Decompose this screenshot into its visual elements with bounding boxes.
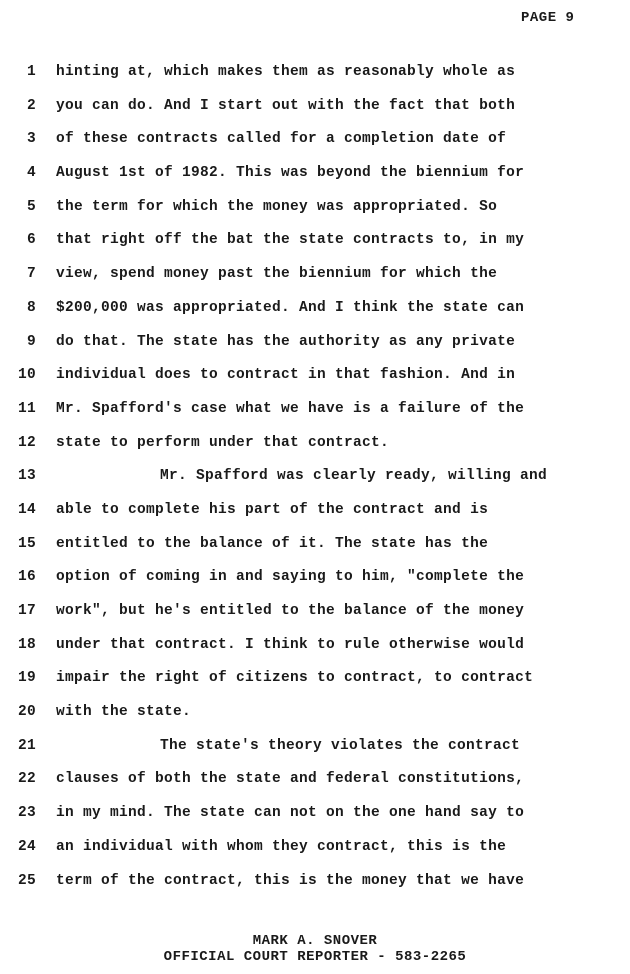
line-text: do that. The state has the authority as any private <box>56 333 516 350</box>
line-number: 5 <box>26 198 36 215</box>
line-text: that right off the bat the state contracts to, in my <box>56 232 525 249</box>
line-number: 4 <box>26 165 36 182</box>
transcript-line <box>0 700 630 734</box>
transcript-line <box>0 228 630 262</box>
page-number: PAGE 9 <box>521 10 575 26</box>
line-number: 2 <box>26 97 36 114</box>
line-text: in my mind. The state can not on the one hand say to <box>56 805 525 822</box>
line-text: of these contracts called for a completion date of <box>56 131 507 148</box>
transcript-line <box>0 801 630 835</box>
line-number: 20 <box>17 704 36 721</box>
line-number: 10 <box>17 367 36 384</box>
transcript-line <box>0 835 630 869</box>
line-number: 7 <box>26 266 36 283</box>
line-number: 16 <box>17 569 36 586</box>
line-text: hinting at, which makes them as reasonably whole as <box>56 64 516 80</box>
line-text: individual does to contract in that fashion. And in <box>56 367 516 384</box>
transcript-line <box>0 734 630 768</box>
line-number: 15 <box>17 535 36 552</box>
line-number: 1 <box>26 64 36 80</box>
line-text: the term for which the money was appropriated. So <box>56 198 498 215</box>
transcript-line <box>0 397 630 431</box>
line-number: 19 <box>17 670 36 687</box>
line-text: term of the contract, this is the money that we have <box>56 872 525 889</box>
line-number: 21 <box>17 737 36 754</box>
transcript-line <box>0 127 630 161</box>
transcript-line <box>0 60 630 94</box>
line-text: $200,000 was appropriated. And I think the state can <box>56 299 525 316</box>
line-number: 23 <box>17 805 36 822</box>
reporter-title: OFFICIAL COURT REPORTER - 583-2265 <box>163 949 467 965</box>
line-text: Mr. Spafford's case what we have is a failure of the <box>56 400 525 417</box>
line-text: you can do. And I start out with the fact that both <box>56 97 516 114</box>
transcript-body <box>0 60 630 902</box>
transcript-line <box>0 599 630 633</box>
transcript-line <box>0 296 630 330</box>
transcript-line <box>0 767 630 801</box>
transcript-line <box>0 431 630 465</box>
line-text: clauses of both the state and federal constitutions, <box>56 771 525 788</box>
transcript-line <box>0 94 630 128</box>
line-number: 11 <box>17 400 36 417</box>
reporter-name: MARK A. SNOVER <box>252 933 378 949</box>
line-number: 12 <box>17 434 36 451</box>
transcript-line <box>0 532 630 566</box>
line-number: 13 <box>17 468 36 485</box>
line-text: August 1st of 1982. This was beyond the biennium for <box>56 165 525 182</box>
transcript-line <box>0 869 630 903</box>
transcript-line <box>0 666 630 700</box>
line-text: work", but he's entitled to the balance of the money <box>56 603 525 619</box>
line-text: able to complete his part of the contract and is <box>56 501 489 518</box>
line-text: option of coming in and saying to him, "complete the <box>56 569 525 586</box>
line-number: 18 <box>17 636 36 653</box>
transcript-line <box>0 565 630 599</box>
line-number: 3 <box>26 131 36 148</box>
line-text: Mr. Spafford was clearly ready, willing and <box>160 468 548 485</box>
transcript-line <box>0 195 630 229</box>
line-number: 25 <box>17 872 36 889</box>
line-text: view, spend money past the biennium for which the <box>56 266 498 283</box>
line-number: 22 <box>17 771 36 788</box>
line-number: 8 <box>26 299 36 316</box>
line-number: 17 <box>17 603 36 619</box>
line-number: 14 <box>17 501 36 518</box>
line-text: an individual with whom they contract, this is the <box>56 838 507 855</box>
line-number: 9 <box>26 333 36 350</box>
line-text: with the state. <box>56 704 192 721</box>
line-text: impair the right of citizens to contract, to contract <box>56 670 534 687</box>
line-text: under that contract. I think to rule otherwise would <box>56 636 525 653</box>
line-text: state to perform under that contract. <box>56 434 390 451</box>
transcript-line <box>0 330 630 364</box>
line-number: 24 <box>17 838 36 855</box>
transcript-line <box>0 633 630 667</box>
page-footer <box>0 933 630 965</box>
transcript-line <box>0 498 630 532</box>
transcript-line <box>0 262 630 296</box>
line-text: The state's theory violates the contract <box>160 737 521 754</box>
line-text: entitled to the balance of it. The state has the <box>56 535 489 552</box>
transcript-line <box>0 161 630 195</box>
transcript-line <box>0 464 630 498</box>
line-number: 6 <box>26 232 36 249</box>
transcript-line <box>0 363 630 397</box>
